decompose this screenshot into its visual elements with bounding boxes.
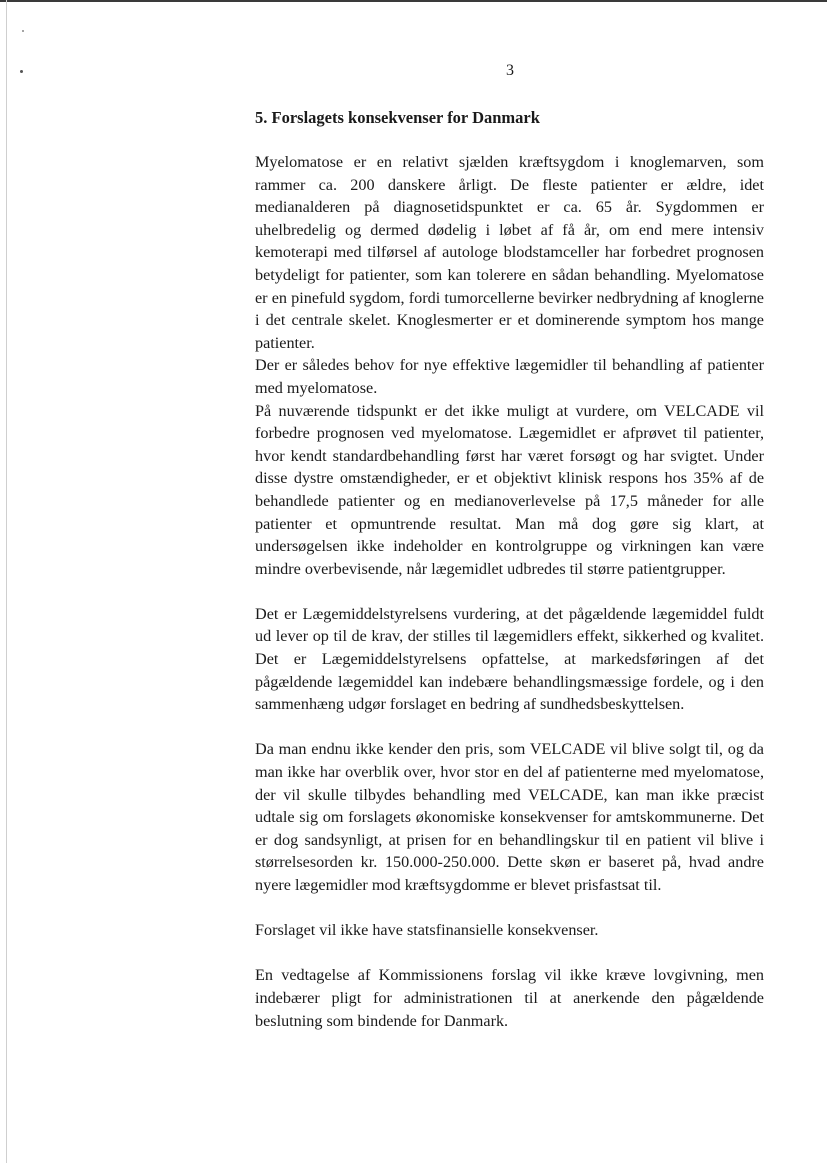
page-number: 3: [506, 62, 514, 79]
scan-speck: [22, 30, 24, 32]
document-body: [255, 107, 764, 1032]
paragraph: Da man endnu ikke kender den pris, som VELCADE vil blive solgt til, og da man ikke har overblik over, hvor stor en del af patienterne med myelomatose, der vil skulle tilbydes behandling med VELCADE, kan man ikke præcist udtale sig om forslagets økonomiske konsekvenser for amtskommunerne. Det er dog sandsynligt, at prisen for en behandlingskur til en patient vil blive i størrelsesorden kr. 150.000-250.000. Dette skøn er baseret på, hvad andre nyere lægemidler mod kræftsygdomme er blevet prisfastsat til.: [255, 740, 764, 894]
paragraph: Det er Lægemiddelstyrelsens vurdering, at det pågældende lægemiddel fuldt ud lever op til de krav, der stilles til lægemidlers effekt, sikkerhed og kvalitet. Det er Lægemiddelstyrelsens opfattelse, at markedsføringen af det pågældende lægemiddel kan indebære behandlingsmæssige fordele, og i den sammenhæng udgør forslaget en bedring af sundhedsbeskyttelsen.: [255, 604, 764, 714]
paragraph: På nuværende tidspunkt er det ikke muligt at vurdere, om VELCADE vil forbedre prognosen ved myelomatose. Lægemidlet er afprøvet til patienter, hvor kendt standardbehandling først har været forsøgt og har svigtet. Under disse dystre omstændigheder, er et objektivt klinisk respons hos 35% af de behandlede patienter og en medianoverlevelse på 17,5 måneder for alle patienter et opmuntrende resultat. Man må dog gøre sig klart, at undersøgelsen ikke indeholder en kontrolgruppe og virkningen kan være mindre overbevisende, når lægemidlet udbredes til større patientgrupper.: [255, 401, 764, 578]
scan-top-border: [0, 0, 827, 2]
scan-left-margin-line: [6, 0, 7, 1163]
paragraph: Myelomatose er en relativt sjælden kræftsygdom i knoglemarven, som rammer ca. 200 danskere årligt. De fleste patienter er ældre, idet medianalderen på diagnosetidspunktet er ca. 65 år. Sygdommen er uhelbredelig og dermed dødelig i løbet af få år, om end mere intensiv kemoterapi med tilførsel af autologe blodstamceller har forbedret prognosen betydeligt for patienter, som kan tolerere en sådan behandling. Myelomatose er en pinefuld sygdom, fordi tumorcellerne bevirker nedbrydning af knoglerne i det centrale skelet. Knoglesmerter er et dominerende symptom hos mange patienter.: [255, 153, 764, 352]
section-heading: 5. Forslagets konsekvenser for Danmark: [255, 108, 540, 127]
paragraph: Forslaget vil ikke have statsfinansielle konsekvenser.: [255, 921, 599, 940]
scan-speck: [20, 70, 23, 73]
paragraph: Der er således behov for nye effektive lægemidler til behandling af patienter med myelomatose.: [255, 356, 764, 397]
paragraph: En vedtagelse af Kommissionens forslag vil ikke kræve lovgivning, men indebærer pligt for administrationen til at anerkende den pågældende beslutning som bindende for Danmark.: [255, 966, 764, 1030]
